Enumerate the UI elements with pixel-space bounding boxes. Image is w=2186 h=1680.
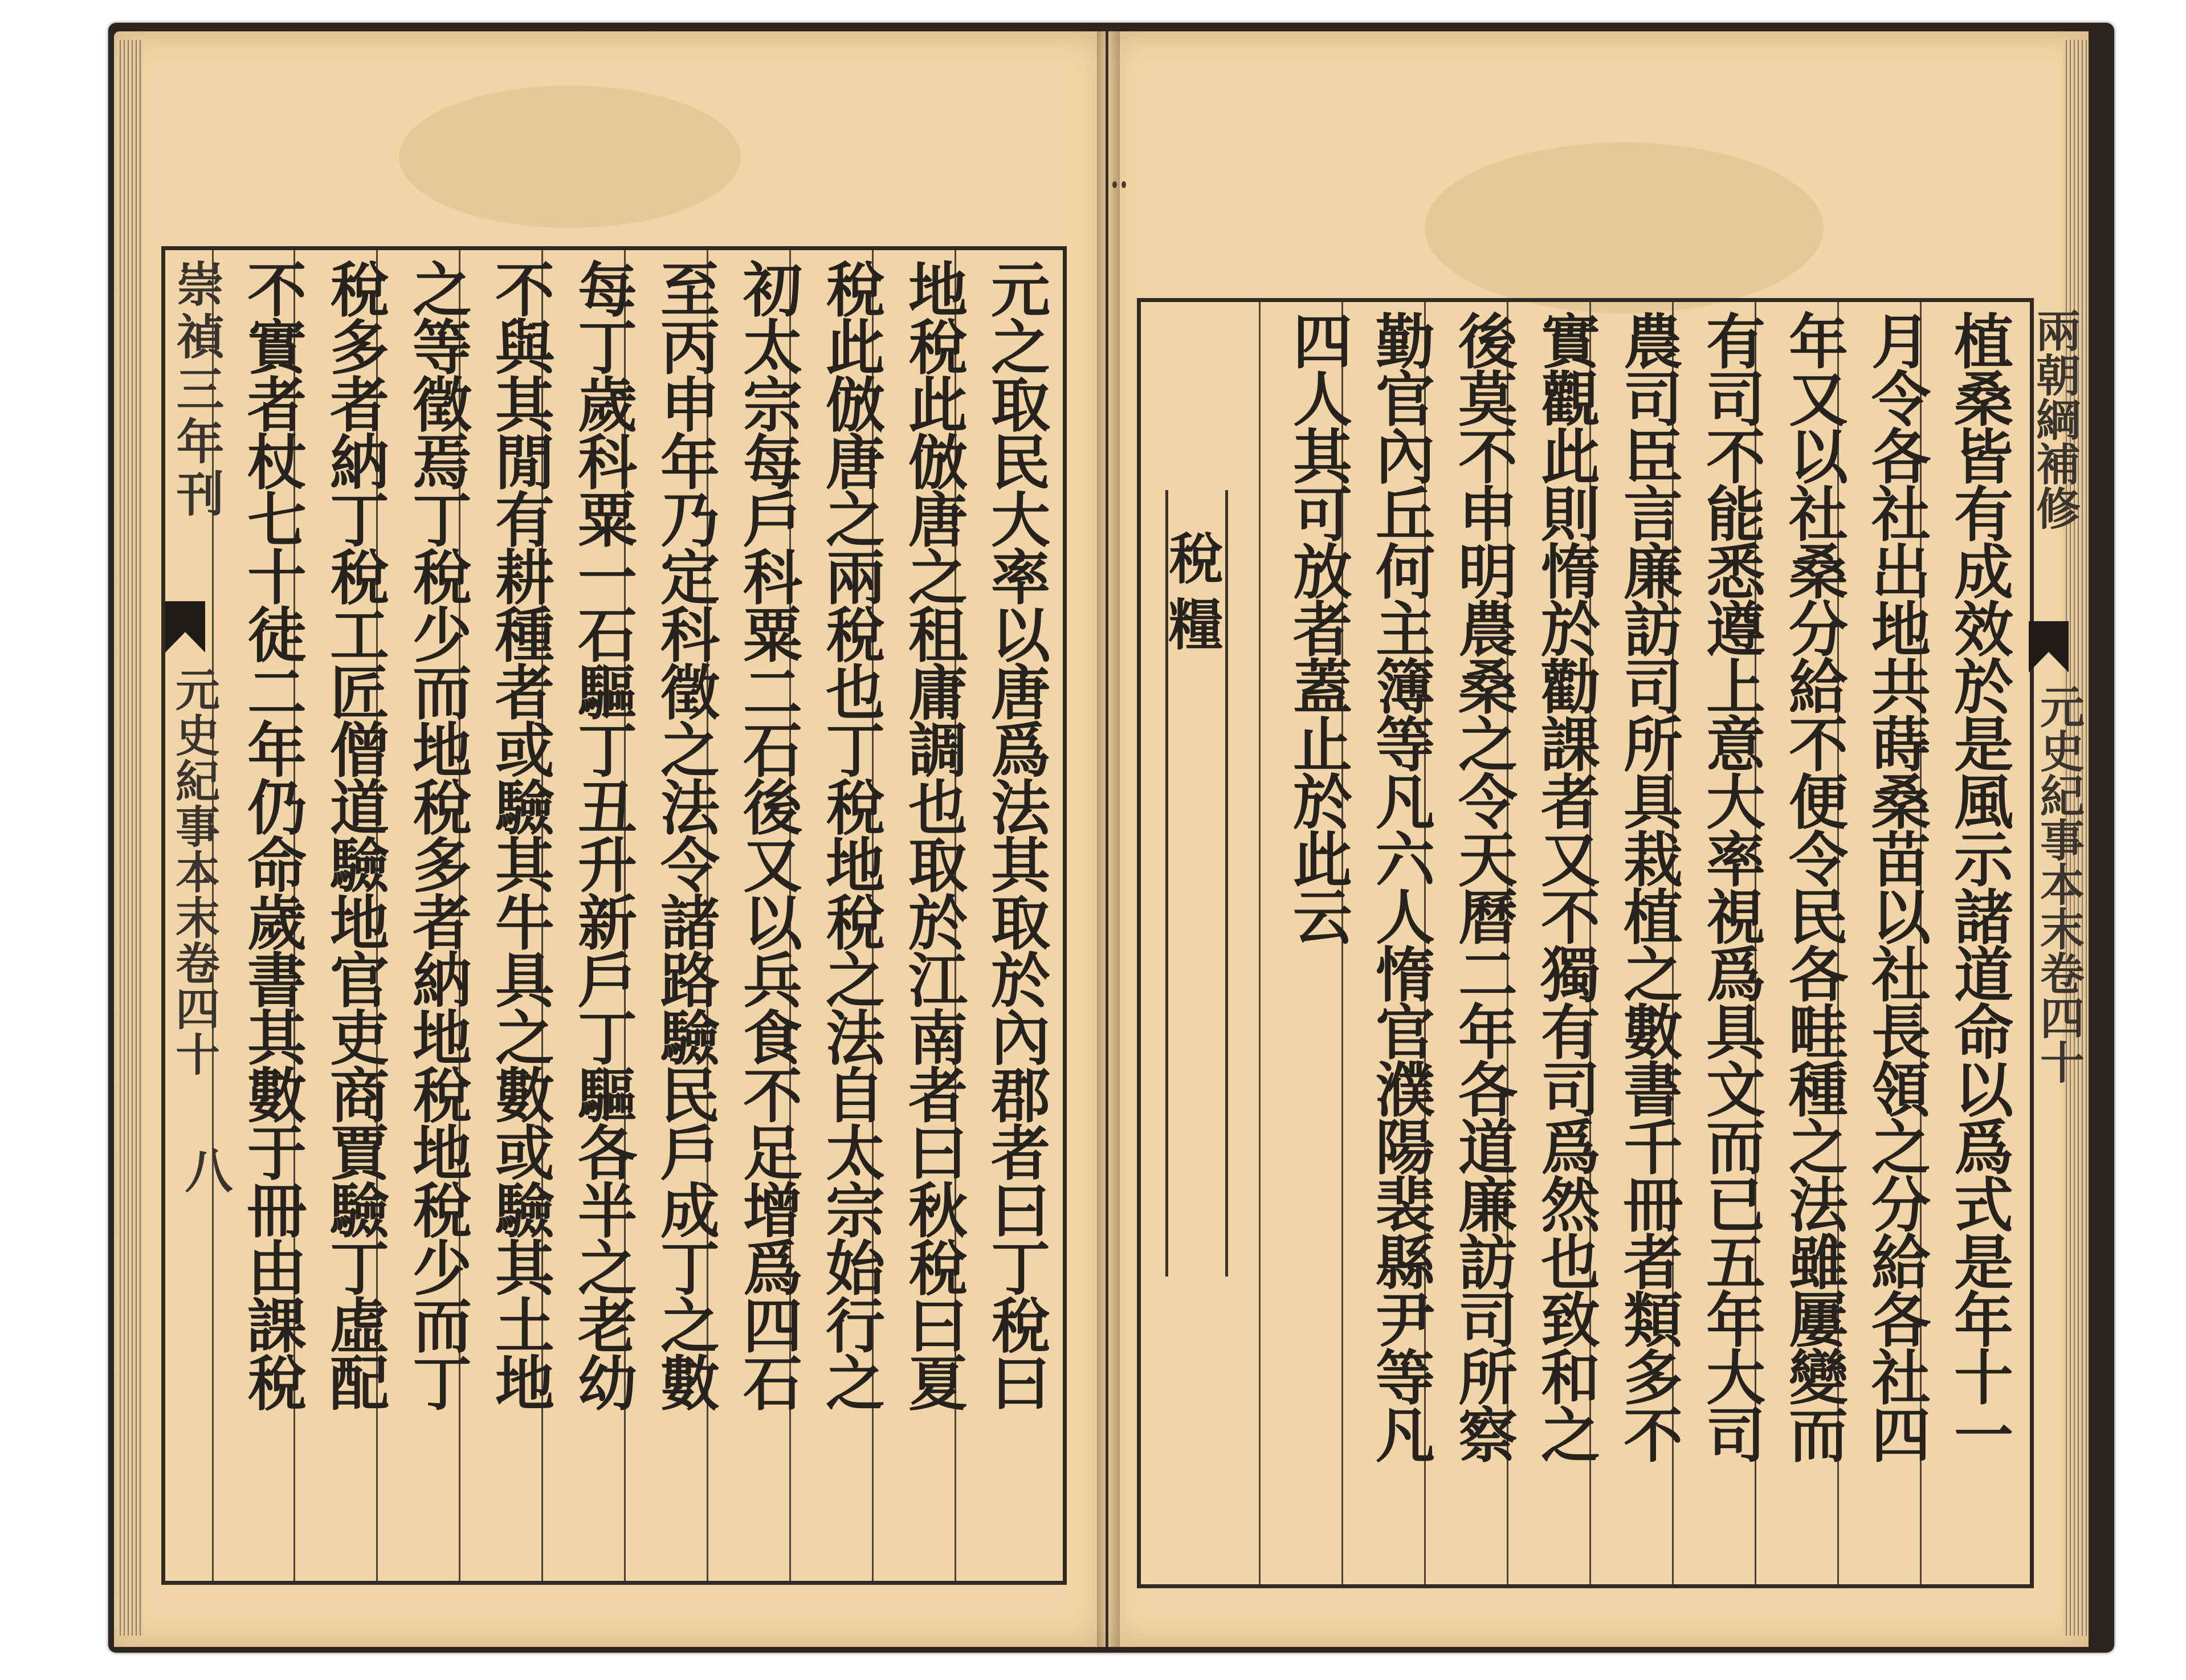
text-column: 實觀此則惰於勸課者又不獨有司爲然也致和之	[1531, 311, 1601, 1462]
section-heading: 稅糧	[1160, 530, 1224, 662]
text-column: 月令各社出地共蒔桑苗以社長領之分給各社四	[1861, 311, 1931, 1462]
left-margin-edition: 崇禎三年刊	[169, 259, 225, 521]
text-column: 勤官內丘何主簿等凡六人惰官濮陽裴縣尹等凡	[1365, 311, 1435, 1462]
text-column: 有司不能悉遵上意大率視爲具文而已五年大司	[1696, 311, 1766, 1462]
paper-stain	[399, 85, 741, 228]
binding-hole	[1121, 181, 1126, 188]
text-column: 不與其閒有耕種者或驗其牛具之數或驗其土地	[485, 259, 555, 1410]
right-margin-title: 兩朝綱補修	[2029, 308, 2081, 530]
left-margin-folio: 八	[177, 1145, 234, 1193]
text-column: 農司臣言廉訪司所具栽植之數書千冊者類多不	[1613, 311, 1683, 1462]
book-gutter	[1097, 31, 1120, 1647]
text-column: 初太宗每戶科粟二石後又以兵食不足增爲四石	[733, 259, 803, 1410]
left-margin-volume: 元史紀事本末卷四十	[168, 667, 220, 1077]
text-column: 後莫不申明農桑之令天曆二年各道廉訪司所察	[1448, 311, 1518, 1462]
text-column: 稅多者納丁稅工匠僧道驗地官吏商賈驗丁虛配	[320, 259, 390, 1410]
text-column: 地稅此倣唐之租庸調也取於江南者曰秋稅曰夏	[898, 259, 968, 1410]
left-page-frame	[161, 246, 1067, 1585]
left-page-edges	[117, 40, 142, 1636]
text-column: 至丙申年乃定科徵之法令諸路驗民戶成丁之數	[650, 259, 720, 1410]
text-column: 每丁歲科粟一石驅丁丑升新戶丁驅各半之老幼	[568, 259, 638, 1410]
text-column: 不實者杖七十徒二年仍命歲書其數于冊由課稅	[237, 259, 307, 1410]
binding-hole	[1112, 181, 1117, 188]
text-column: 之等徵焉丁稅少而地稅多者納地稅地稅少而丁	[402, 259, 472, 1410]
column-rule	[1259, 302, 1261, 1584]
text-column: 年又以社桑分給不便令民各畦種之法雖屢變而	[1779, 311, 1849, 1462]
text-column: 稅此倣唐之兩稅也丁稅地稅之法自太宗始行之	[815, 259, 886, 1410]
right-page-frame	[1137, 298, 2034, 1588]
text-column: 元之取民大率以唐爲法其取於內郡者曰丁稅曰	[981, 259, 1051, 1410]
text-column: 植桑皆有成效於是風示諸道命以爲式是年十一	[1944, 311, 2014, 1462]
text-column: 四人其可放者蓋止於此云	[1283, 311, 1353, 944]
right-margin-volume: 元史紀事本末卷四十	[2033, 684, 2085, 1084]
paper-stain	[1425, 142, 1824, 313]
